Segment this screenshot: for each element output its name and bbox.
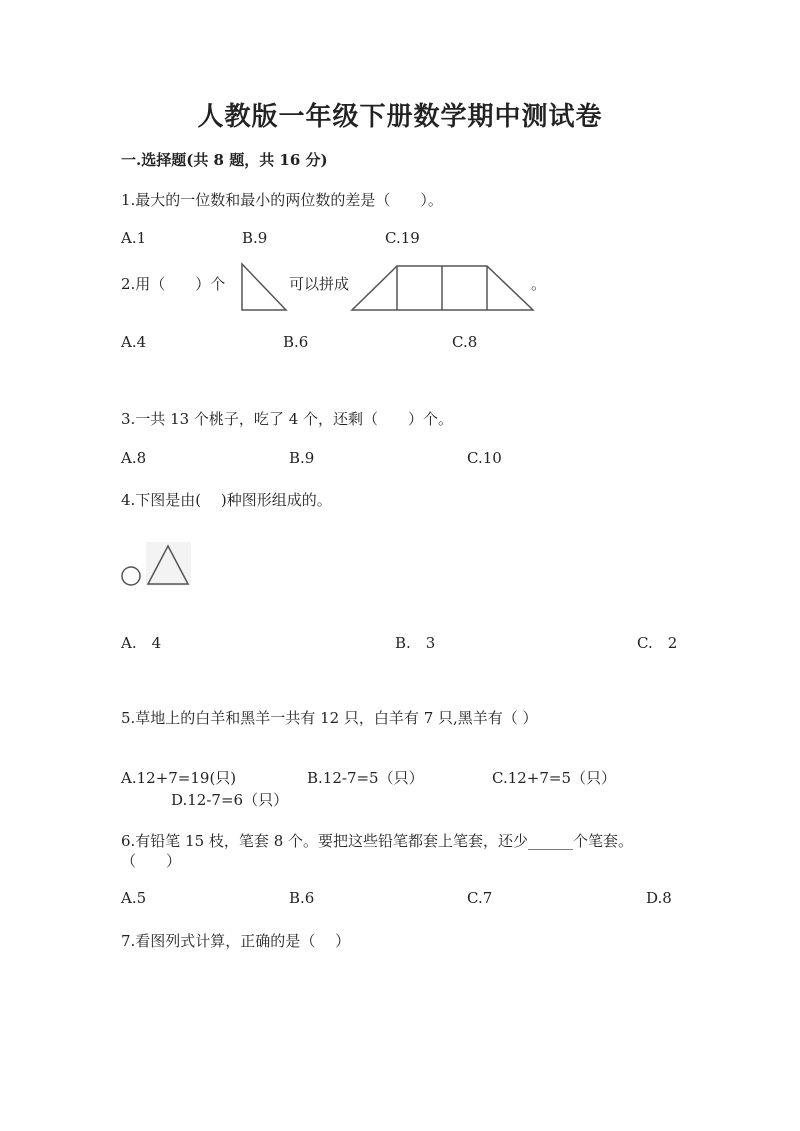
q2-option-c[interactable]: C.8	[452, 333, 478, 351]
question-1-text: 1.最大的一位数和最小的两位数的差是（ ）。	[121, 191, 443, 209]
q3-option-a[interactable]: A.8	[121, 449, 147, 467]
q1-option-c[interactable]: C.19	[385, 229, 420, 247]
page-title: 人教版一年级下册数学期中测试卷	[197, 102, 603, 132]
q6-option-b[interactable]: B.6	[289, 889, 315, 907]
question-7-text: 7.看图列式计算，正确的是（ ）	[121, 932, 351, 950]
question-6-text: 6.有铅笔 15 枝，笔套 8 个。要把这些铅笔都套上笔套，还少______个笔套。	[121, 832, 634, 850]
q4-option-b[interactable]: B. 3	[395, 634, 436, 652]
q3-option-b[interactable]: B.9	[289, 449, 315, 467]
q6-option-d[interactable]: D.8	[646, 889, 672, 907]
question-4-text: 4.下图是由( )种图形组成的。	[121, 491, 332, 509]
q6-option-c[interactable]: C.7	[467, 889, 493, 907]
q1-option-a[interactable]: A.1	[121, 229, 147, 247]
q2-option-a[interactable]: A.4	[121, 333, 147, 351]
section-heading: 一.选择题(共 8 题，共 16 分)	[121, 151, 328, 169]
q4-option-c[interactable]: C. 2	[637, 634, 678, 652]
q5-option-b[interactable]: B.12-7=5（只）	[307, 769, 424, 787]
question-5-text: 5.草地上的白羊和黑羊一共有 12 只，白羊有 7 只,黑羊有（ ）	[121, 709, 538, 727]
q2-option-b[interactable]: B.6	[283, 333, 309, 351]
question-3-text: 3.一共 13 个桃子，吃了 4 个，还剩（ ）个。	[121, 410, 454, 428]
q5-option-c[interactable]: C.12+7=5（只）	[492, 769, 617, 787]
q4-option-a[interactable]: A. 4	[121, 634, 162, 652]
question-6-answer-paren: （ ）	[121, 852, 182, 870]
q1-option-b[interactable]: B.9	[242, 229, 268, 247]
question-2-text-part3: 。	[531, 275, 547, 293]
question-2-text-part2: 可以拼成	[289, 275, 350, 293]
question-2-text-part1: 2.用（ ）个	[121, 275, 226, 293]
q5-option-d[interactable]: D.12-7=6（只）	[171, 791, 289, 809]
trapezoid-figure	[350, 264, 536, 314]
q3-option-c[interactable]: C.10	[467, 449, 502, 467]
right-triangle-figure	[240, 262, 290, 314]
q6-option-a[interactable]: A.5	[121, 889, 147, 907]
q5-option-a[interactable]: A.12+7=19(只)	[121, 769, 237, 787]
circle-triangle-figure	[120, 542, 194, 590]
